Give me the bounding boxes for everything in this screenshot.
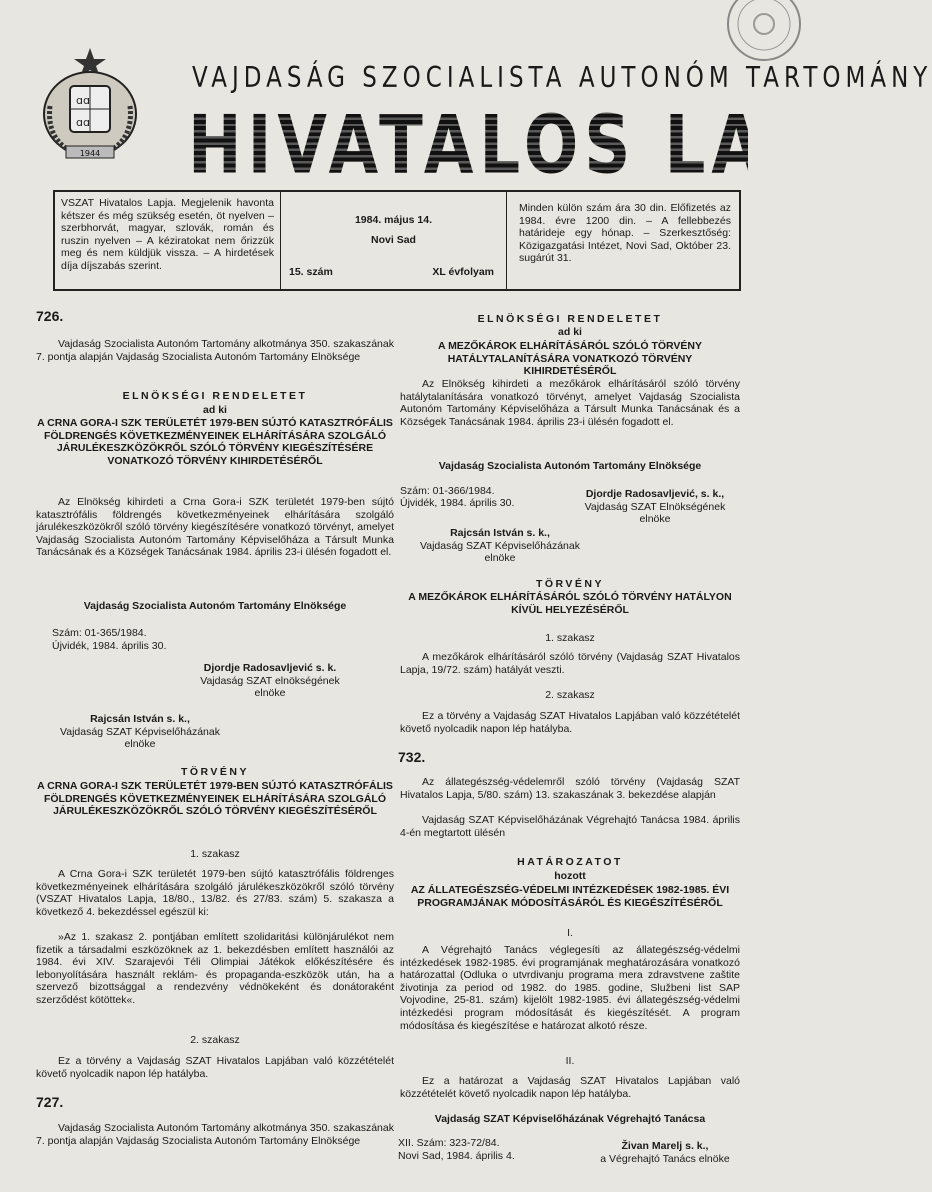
hozott-label: hozott [554,870,586,882]
section-2-body: Ez a törvény a Vajdaság SZAT Hivatalos Lapjában való közzétételét követő nyolcadik napon lép hatályba. [400,710,740,735]
coat-of-arms-emblem [36,46,144,174]
article-number-732: 732. [398,749,426,765]
roman-numeral-2: II. [565,1055,575,1067]
ref-number-732: XII. Szám: 323-72/84. [398,1137,500,1149]
decree-body-726: Az Elnökség kihirdeti a Crna Gora-i SZK területét 1979-ben sújtó katasztrófális földrengés következményeinek elhárítására szolgáló járulékeszközökről szóló törvény kiegészítésére vonatkozó törvényt, amelyet Vajdaság Szocialista Autonóm Tartomány Képviselőháza a Társult Munka Tanácsának és a Községek Tanácsának 1984. április 23-i ülésén fogadott el. [36,496,394,559]
issue-number: 15. szám [289,266,333,278]
signatory-role: elnöke [639,513,671,526]
law-heading-727: TÖRVÉNY [535,578,605,590]
emblem-year: 1944 [79,149,101,158]
svg-text:ɑɑ: ɑɑ [76,116,90,129]
decree-title-726: A CRNA GORA-I SZK TERÜLETÉT 1979-BEN SÚJTÓ KATASZTRÓFÁLIS FÖLDRENGÉS KÖVETKEZMÉNYEINEK ELHÁRÍTÁSÁRA SZOLGÁLÓ JÁRULÉKESZKÖZÖKRŐL SZÓLÓ TÖRVÉNY KIEGÉSZÍTÉSÉRE VONATKOZÓ TÖRVÉNY KIHIRDETÉSÉRŐL [37,417,393,467]
intro-732-a: Az állategészség-védelemről szóló törvény (Vajdaság SZAT Hivatalos Lapja, 5/80. szám) 13. szakaszának 3. bekezdése alapján [400,776,740,801]
library-stamp-icon [706,0,800,70]
decree-heading-727: ELNÖKSÉGI RENDELETET [477,313,663,325]
signatory-role: Vajdaság SZAT Képviselőházának [60,725,220,738]
ref-number-726: Szám: 01-365/1984. [52,627,147,639]
masthead-issue-info [281,192,507,289]
ref-date-727: Újvidék, 1984. április 30. [400,497,515,509]
signatory-name: Djordje Radosavljević, s. k., [585,488,725,500]
ref-date-732: Novi Sad, 1984. április 4. [398,1150,515,1162]
signatory-role: Vajdaság SZAT elnökségének [200,674,340,687]
ad-ki-726: ad ki [203,404,227,416]
signatory-name: Živan Marelj s. k., [621,1140,709,1152]
article-number-727: 727. [36,1094,64,1110]
section-1-quote: »Az 1. szakasz 2. pontjában említett szolidaritási különjárulékot nem fizetik a társadalmi eszközöknek az 1. bekezdésben említett használói az 1984. évi XIV. Szarajevói Téli Olimpiai Játékok előkészítésére és lebonyolítására használt reklám- és propaganda-eszközök után, ha a szervező bizottsággal a rendezvény védnökeként és donátoraként szerződést kötöttek«. [36,931,394,1006]
executive-council: Vajdaság SZAT Képviselőházának Végrehajtó Tanácsa [434,1113,706,1125]
resolution-heading: HATÁROZATOT [517,856,623,868]
presidency-726: Vajdaság Szocialista Autonóm Tartomány Elnöksége [83,600,347,612]
ref-number-727: Szám: 01-366/1984. [400,485,495,497]
law-heading-726: TÖRVÉNY [180,766,250,778]
signatory-name: Rajcsán István s. k., [450,527,550,539]
section-2-heading: 2. szakasz [545,689,595,701]
presidency-727: Vajdaság Szocialista Autonóm Tartomány Elnöksége [438,460,702,472]
journal-title: HIVATALOS LAPJA [188,100,906,193]
intro-726: Vajdaság Szocialista Autonóm Tartomány alkotmánya 350. szakaszának 7. pontja alapján Vajdaság Szocialista Autonóm Tartomány Elnöksége [36,338,394,363]
section-1-heading: 1. szakasz [545,632,595,644]
decree-body-727: Az Elnökség kihirdeti a mezőkárok elhárításáról szóló törvény hatálytalanítására vonatkozó törvényt, amelyet Vajdaság Szocialista Autonóm Tartomány Képviselőháza a Társult Munka Tanácsának és a Községek Tanácsának 1984. április 23-i ülésén fogadott el. [400,378,740,428]
section-2-body: Ez a törvény a Vajdaság SZAT Hivatalos Lapjában való közzétételét követő nyolcadik napon lép hatályba. [36,1055,394,1080]
intro-727: Vajdaság Szocialista Autonóm Tartomány alkotmánya 350. szakaszának 7. pontja alapján Vajdaság Szocialista Autonóm Tartomány Elnöksége [36,1122,394,1147]
signature-block-5 [570,1140,760,1165]
resolution-body-2: Ez a határozat a Vajdaság SZAT Hivatalos Lapjában való közzétételét követő nyolcadik napon lép hatályba. [400,1075,740,1100]
resolution-title: AZ ÁLLATEGÉSZSÉG-VÉDELMI INTÉZKEDÉSEK 1982-1985. ÉVI PROGRAMJÁNAK MÓDOSÍTÁSÁRÓL ÉS KIEGÉSZÍTÉSÉRŐL [410,884,730,909]
masthead-box [53,190,741,291]
decree-heading-726: ELNÖKSÉGI RENDELETET [122,390,308,402]
decree-title-727: A MEZŐKÁROK ELHÁRÍTÁSÁRÓL SZÓLÓ TÖRVÉNY HATÁLYTALANÍTÁSÁRA VONATKOZÓ TÖRVÉNY KIHIRDETÉSÉRŐL [437,340,703,378]
article-number-726: 726. [36,308,64,324]
issue-place: Novi Sad [371,234,416,246]
section-1-heading: 1. szakasz [190,848,240,860]
intro-732-b: Vajdaság SZAT Képviselőházának Végrehajtó Tanácsa 1984. április 4-én megtartott ülésén [400,814,740,839]
resolution-body-1: A Végrehajtó Tanács véglegesíti az állategészség-védelmi intézkedések 1982-1985. évi programjának meghatározására vonatkozó határozattal (Odluka o utvrdivanju programa mera zdravstvene zaštite životinja za period od 1982. do 1985. godine, Službeni list SAP Vojvodine, 25-81. szám) kijelölt 1982-1985. évi állategészség-védelmi intézkedési program módosítását és kiegészítését. A program módosítása és kiegészítése e határozat alkotó része. [400,944,740,1032]
signatory-role: elnöke [254,687,286,700]
law-title-727: A MEZŐKÁROK ELHÁRÍTÁSÁRÓL SZÓLÓ TÖRVÉNY HATÁLYON KÍVÜL HELYEZÉSÉRŐL [408,591,732,616]
ref-date-726: Újvidék, 1984. április 30. [52,640,167,652]
signature-block-1 [170,662,370,700]
signatory-role: Vajdaság SZAT Képviselőházának [420,539,580,552]
signatory-role: a Végrehajtó Tanács elnöke [600,1152,730,1165]
signatory-role: Vajdaság SZAT Elnökségének [584,500,726,513]
signatory-role: elnöke [484,552,516,565]
signature-block-4 [400,527,600,565]
ad-ki-727: ad ki [558,326,582,338]
masthead-publication-info: VSZAT Hivatalos Lapja. Megjelenik havonta kétszer és még szükség esetén, öt nyelven – szerbhorvát, magyar, szlovák, román és ruszin nyelven – A kéziratokat nem őrizzük meg és nem küldjük vissza. – A hirdetések díja díjszabás szerint. [55,192,281,289]
law-title-726: A CRNA GORA-I SZK TERÜLETÉT 1979-BEN SÚJTÓ KATASZTRÓFÁLIS FÖLDRENGÉS KÖVETKEZMÉNYEINEK ELHÁRÍTÁSÁRA SZOLGÁLÓ JÁRULÉKESZKÖZÖKRŐL SZÓLÓ TÖRVÉNY KIEGÉSZÍTÉSÉRŐL [37,780,393,818]
section-2-heading: 2. szakasz [190,1034,240,1046]
section-1-body: A Crna Gora-i SZK területét 1979-ben sújtó katasztrófális földrenges következményeinek elhárítására szolgáló járulékeszközökről szóló törvény (VSZAT Hivatalos Lapja, 18/80., 13/82. és 27/83. szám) 5. szakasza a következő 4. bekezdéssel egészül ki: [36,868,394,918]
issue-volume: XL évfolyam [432,266,494,278]
svg-text:ɑɑ: ɑɑ [76,94,90,107]
signatory-name: Djordje Radosavljević s. k. [203,662,337,674]
roman-numeral-1: I. [567,927,573,939]
issue-date: 1984. május 14. [354,214,433,226]
signature-block-2 [40,713,240,751]
section-1-body: A mezőkárok elhárításáról szóló törvény (Vajdaság SZAT Hivatalos Lapja, 19/72. szám) hatályát veszti. [400,651,740,676]
masthead-subscription-info: Minden külön szám ára 30 din. Előfizetés az 1984. évre 1200 din. – A fellebbezés határideje egy hónap. – Szerkesztőség: Közigazgatási Intézet, Novi Sad, Október 23. sugárút 31. [519,202,731,264]
region-title: VAJDASÁG SZOCIALISTA AUTONÓM TARTOMÁNY [192,62,932,95]
signatory-name: Rajcsán István s. k., [90,713,190,725]
signature-block-3 [560,488,750,526]
signatory-role: elnöke [124,738,156,751]
